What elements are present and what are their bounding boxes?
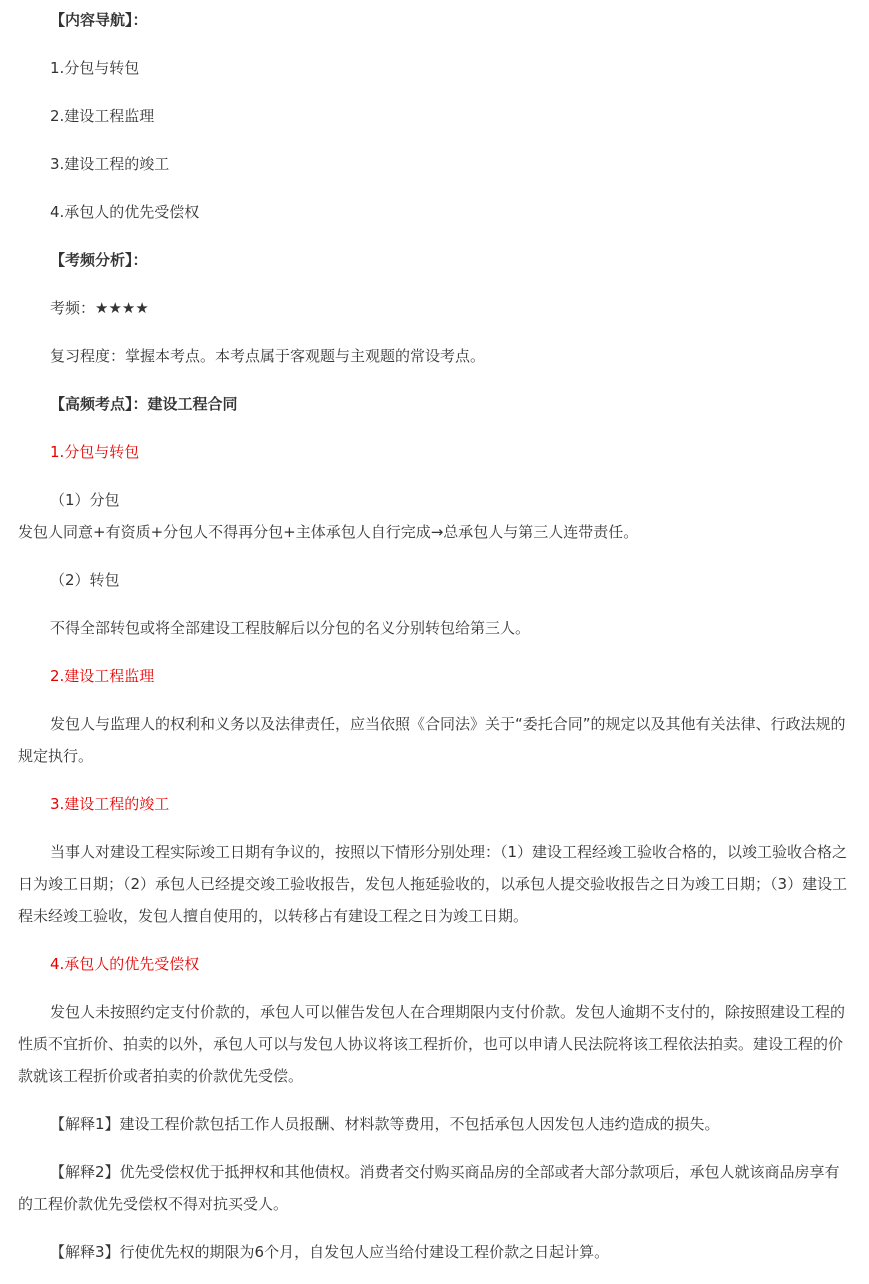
nav-item: 1.分包与转包 <box>50 59 140 77</box>
subsection-title: （1）分包 <box>50 491 120 509</box>
subsection-title: （2）转包 <box>50 571 120 589</box>
section-title: 4.承包人的优先受偿权 <box>50 955 200 973</box>
note: 【解释2】优先受偿权优于抵押权和其他债权。消费者交付购买商品房的全部或者大部分款项后，承包人就该商品房享有的工程价款优先受偿权不得对抗买受人。 <box>18 1163 840 1213</box>
note: 【解释1】建设工程价款包括工作人员报酬、材料款等费用，不包括承包人因发包人违约造成的损失。 <box>50 1115 720 1133</box>
review-level: 复习程度：掌握本考点。本考点属于客观题与主观题的常设考点。 <box>50 347 486 365</box>
section-text: 发包人与监理人的权利和义务以及法律责任，应当依照《合同法》关于“委托合同”的规定以及其他有关法律、行政法规的规定执行。 <box>18 715 846 765</box>
section-title: 2.建设工程监理 <box>50 667 155 685</box>
note: 【解释3】行使优先权的期限为6个月，自发包人应当给付建设工程价款之日起计算。 <box>50 1243 610 1261</box>
section-title: 3.建设工程的竣工 <box>50 795 170 813</box>
subsection-text: 不得全部转包或将全部建设工程肢解后以分包的名义分别转包给第三人。 <box>50 619 531 637</box>
frequency-heading: 【考频分析】： <box>50 251 148 269</box>
subsection-text: 发包人同意+有资质+分包人不得再分包+主体承包人自行完成→总承包人与第三人连带责任。 <box>18 523 639 541</box>
section-text: 发包人未按照约定支付价款的，承包人可以催告发包人在合理期限内支付价款。发包人逾期不支付的，除按照建设工程的性质不宜折价、拍卖的以外，承包人可以与发包人协议将该工程折价，也可以申请人民法院将该工程依法拍卖。建设工程的价款就该工程折价或者拍卖的价款优先受偿。 <box>18 1003 846 1085</box>
nav-item: 3.建设工程的竣工 <box>50 155 170 173</box>
section-title: 1.分包与转包 <box>50 443 140 461</box>
section-text: 当事人对建设工程实际竣工日期有争议的，按照以下情形分别处理：（1）建设工程经竣工验收合格的，以竣工验收合格之日为竣工日期；（2）承包人已经提交竣工验收报告，发包人拖延验收的，以承包人提交验收报告之日为竣工日期；（3）建设工程未经竣工验收，发包人擅自使用的，以转移占有建设工程之日为竣工日期。 <box>18 843 848 925</box>
article <box>18 4 852 1284</box>
main-heading: 【高频考点】：建设工程合同 <box>50 395 238 413</box>
nav-item: 4.承包人的优先受偿权 <box>50 203 200 221</box>
frequency-rating: 考频：★★★★ <box>50 299 149 317</box>
nav-item: 2.建设工程监理 <box>50 107 155 125</box>
nav-heading: 【内容导航】： <box>50 11 148 29</box>
